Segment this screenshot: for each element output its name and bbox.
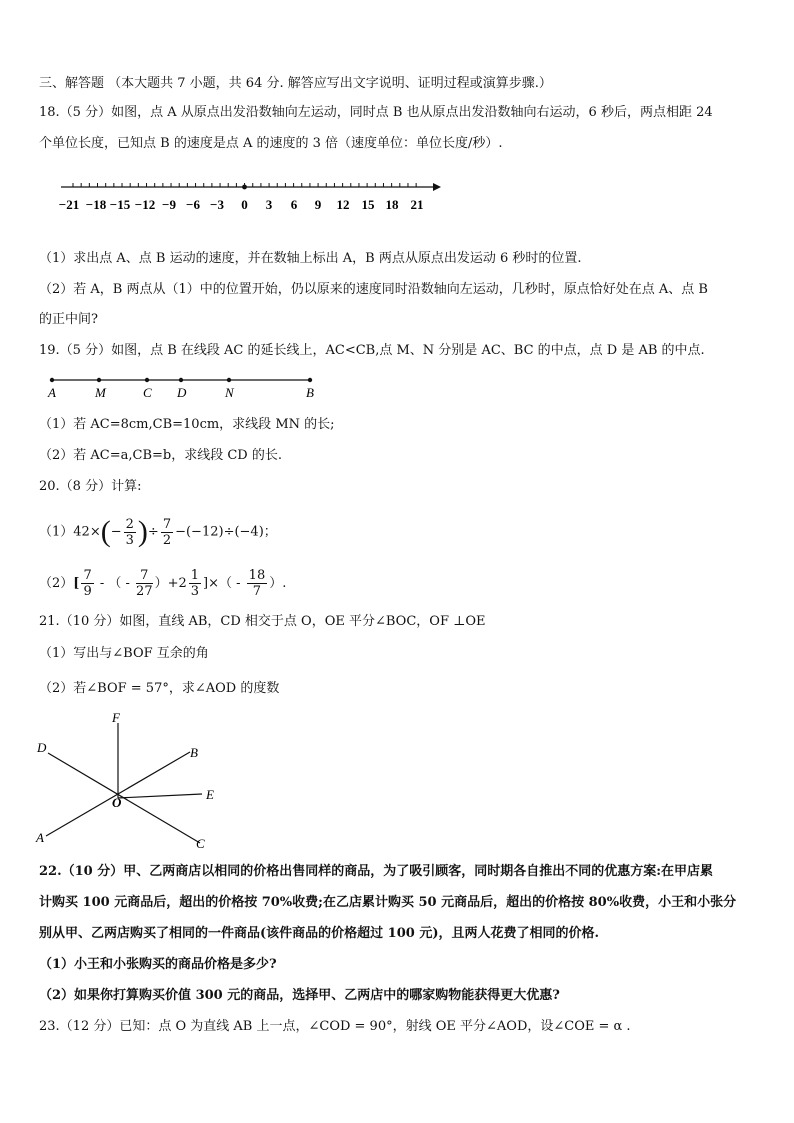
q18-sub2-line1: （2）若 A，B 两点从（1）中的位置开始，仍以原来的速度同时沿数轴向左运动，几秒时，原点恰好处在点 A、点 B xyxy=(39,282,708,297)
q20-sub2-label: （2） xyxy=(39,576,74,591)
label-b: B xyxy=(190,745,198,760)
q21-sub2: （2）若∠BOF = 57°，求∠AOD 的度数 xyxy=(39,681,280,696)
fraction: $\frac{2}{3}$ xyxy=(125,516,134,548)
segment-point xyxy=(179,378,183,382)
label-a: A xyxy=(36,830,44,845)
q19-segment-figure xyxy=(40,370,330,400)
section-header: 三、解答题 （本大题共 7 小题，共 64 分. 解答应写出文字说明、证明过程或演算步骤.） xyxy=(39,76,552,91)
q18-number-line xyxy=(55,176,455,216)
fraction: $\frac{7}{9}$ xyxy=(83,568,92,599)
arrow-icon xyxy=(433,183,441,191)
axis-tick-label: −3 xyxy=(210,197,224,212)
q18-sub1: （1）求出点 A、点 B 运动的速度，并在数轴上标出 A，B 两点从原点出发运动 6 秒时的位置. xyxy=(39,251,582,266)
segment-point-label: N xyxy=(225,385,234,400)
segment-point xyxy=(145,378,149,382)
segment-point xyxy=(97,378,101,382)
q22-stem-line3: 别从甲、乙两店购买了相同的一件商品(该件商品的价格超过 100 元)，且两人花费了相同的价格. xyxy=(39,926,600,941)
q18-sub2-line2: 的正中间? xyxy=(39,312,98,327)
label-c: C xyxy=(196,836,205,851)
q23-stem: 23.（12 分）已知：点 O 为直线 AB 上一点，∠COD = 90°，射线 OE 平分∠AOD，设∠COE = α . xyxy=(39,1019,631,1034)
q19-stem: 19.（5 分）如图，点 B 在线段 AC 的延长线上，AC<CB,点 M、N 分别是 AC、BC 的中点，点 D 是 AB 的中点. xyxy=(39,343,705,358)
segment-point-label: D xyxy=(177,385,187,400)
segment-point xyxy=(50,378,54,382)
q18-stem-line2: 个单位长度，已知点 B 的速度是点 A 的速度的 3 倍（速度单位：单位长度/秒）. xyxy=(39,136,503,151)
fraction: $\frac{1}{3}$ xyxy=(190,568,200,599)
axis-tick-label: 15 xyxy=(361,197,375,212)
q20-stem: 20.（8 分）计算: xyxy=(39,479,142,494)
origin-dot xyxy=(242,185,247,190)
segment-point xyxy=(308,378,312,382)
axis-tick-label: 6 xyxy=(290,197,298,212)
q22-stem-line1: 22.（10 分）甲、乙两商店以相同的价格出售同样的商品，为了吸引顾客，同时期各自推出不同的优惠方案:在甲店累 xyxy=(39,864,714,879)
fraction: $\frac{7}{2}$ xyxy=(162,516,172,548)
label-e: E xyxy=(206,787,214,802)
q20-sub1-label: （1） xyxy=(39,524,74,540)
q22-sub1: （1）小王和小张购买的商品价格是多少? xyxy=(39,957,277,972)
q19-sub2: （2）若 AC=a,CB=b，求线段 CD 的长. xyxy=(39,448,282,463)
segment-point-label: M xyxy=(95,385,106,400)
axis-tick-label: −9 xyxy=(162,197,176,212)
q19-sub1: （1）若 AC=8cm,CB=10cm，求线段 MN 的长; xyxy=(39,417,335,432)
segment-point-label: B xyxy=(306,385,314,400)
q20-expr2: （2）[ $\frac{7}{9}$ - （ - $\frac{7}{27}$ ）+2 $\frac{1}{3}$ ]×（ - $\frac{18}{7}$ ）. xyxy=(39,568,287,599)
segment-point xyxy=(227,378,231,382)
label-d: D xyxy=(37,740,47,755)
segment-point-label: A xyxy=(48,385,56,400)
axis-tick-label: −6 xyxy=(186,197,200,212)
q21-stem: 21.（10 分）如图，直线 AB，CD 相交于点 O，OE 平分∠BOC，OF ⊥OE xyxy=(39,614,486,629)
label-o: O xyxy=(112,795,122,810)
fraction: $\frac{18}{7}$ xyxy=(248,568,266,599)
fraction: $\frac{7}{27}$ xyxy=(136,568,153,599)
axis-tick-label: −12 xyxy=(134,197,156,212)
axis-tick-label: −15 xyxy=(109,197,131,212)
axis-tick-label: 18 xyxy=(385,197,399,212)
q21-sub1: （1）写出与∠BOF 互余的角 xyxy=(39,646,209,661)
axis-tick-label: −18 xyxy=(85,197,107,212)
axis-tick-label: −21 xyxy=(58,197,80,212)
axis-tick-label: 9 xyxy=(314,197,322,212)
q22-stem-line2: 计购买 100 元商品后，超出的价格按 70%收费;在乙店累计购买 50 元商品后，超出的价格按 80%收费，小王和小张分 xyxy=(39,895,737,910)
label-f: F xyxy=(112,710,120,725)
axis-tick-label: 12 xyxy=(336,197,350,212)
ray-oe xyxy=(118,794,202,798)
q22-sub2: （2）如果你打算购买价值 300 元的商品，选择甲、乙两店中的哪家购物能获得更大优惠? xyxy=(39,988,560,1003)
axis-tick-label: 3 xyxy=(265,197,273,212)
q20-expr1: （1）42×(− $\frac{2}{3}$ )÷ $\frac{7}{2}$ −(−12)÷(−4)； xyxy=(39,515,277,548)
axis-tick-label: 21 xyxy=(410,197,424,212)
segment-point-label: C xyxy=(143,385,152,400)
q21-angle-figure xyxy=(30,708,230,853)
axis-tick-label: 0 xyxy=(241,197,248,212)
q18-stem-line1: 18.（5 分）如图，点 A 从原点出发沿数轴向左运动，同时点 B 也从原点出发沿数轴向右运动，6 秒后，两点相距 24 xyxy=(39,105,713,120)
